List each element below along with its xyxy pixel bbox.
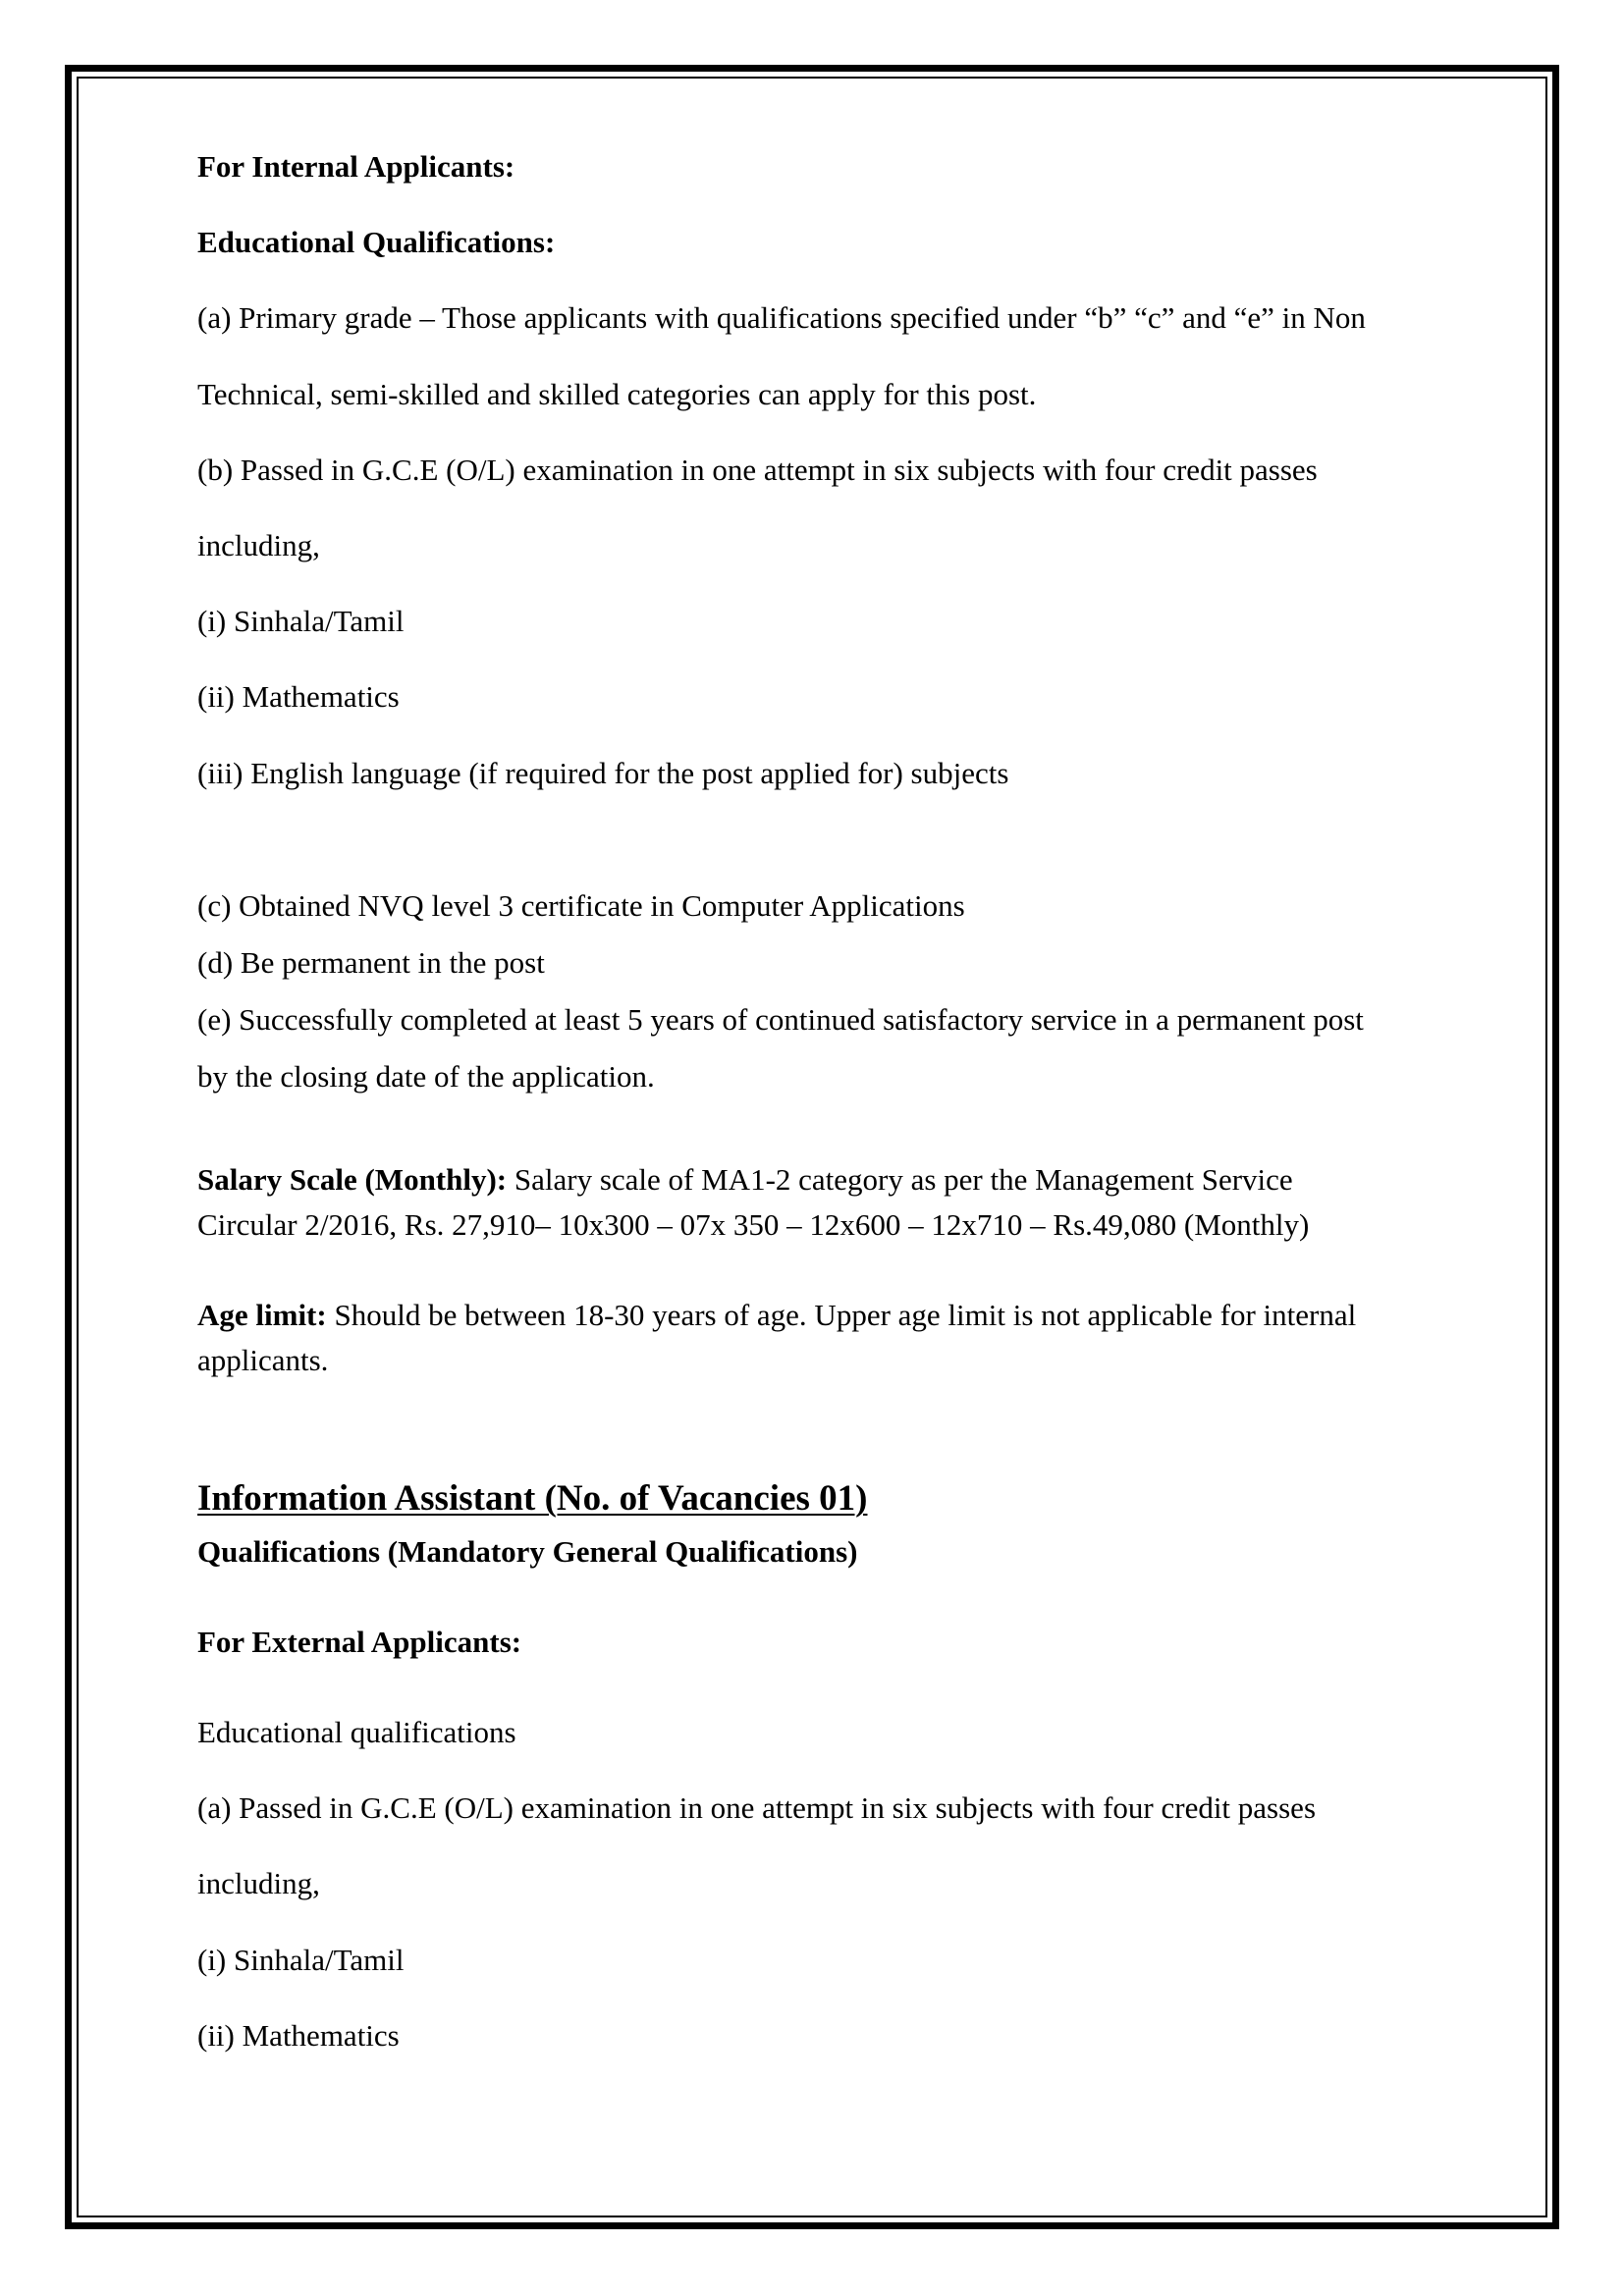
qualification-d: (d) Be permanent in the post	[197, 945, 545, 980]
qualification-c: (c) Obtained NVQ level 3 certificate in Computer Applications	[197, 888, 965, 923]
qualification-a-line2: Technical, semi-skilled and skilled categories can apply for this post.	[197, 377, 1037, 411]
subject-mathematics: (ii) Mathematics	[197, 679, 400, 714]
qualification-a-line1: (a) Primary grade – Those applicants with qualifications specified under “b” “c” and “e” in Non	[197, 300, 1366, 335]
external-qualification-a-line2: including,	[197, 1866, 320, 1900]
age-limit-line2: applicants.	[197, 1343, 329, 1377]
internal-applicants-heading: For Internal Applicants:	[197, 149, 515, 184]
qualification-e-line1: (e) Successfully completed at least 5 years of continued satisfactory service in a permanent post	[197, 1002, 1364, 1037]
external-applicants-heading: For External Applicants:	[197, 1625, 522, 1659]
information-assistant-title: Information Assistant (No. of Vacancies 01)	[197, 1478, 868, 1519]
external-subject-sinhala-tamil: (i) Sinhala/Tamil	[197, 1943, 405, 1977]
qualification-b-line2: including,	[197, 528, 320, 562]
educational-qualifications-heading: Educational Qualifications:	[197, 225, 556, 259]
salary-scale-label: Salary Scale (Monthly):	[197, 1162, 508, 1197]
age-limit-line1	[197, 1298, 1356, 1333]
qualification-b-line1: (b) Passed in G.C.E (O/L) examination in one attempt in six subjects with four credit passes	[197, 453, 1318, 487]
salary-scale-line2: Circular 2/2016, Rs. 27,910– 10x300 – 07x 350 – 12x600 – 12x710 – Rs.49,080 (Monthly)	[197, 1207, 1310, 1242]
mandatory-qualifications-subtitle: Qualifications (Mandatory General Qualifications)	[197, 1534, 858, 1569]
subject-english: (iii) English language (if required for the post applied for) subjects	[197, 756, 1009, 790]
salary-scale-text: Salary scale of MA1-2 category as per the Management Service	[507, 1162, 1293, 1197]
external-subject-mathematics: (ii) Mathematics	[197, 2018, 400, 2053]
external-qualification-a-line1: (a) Passed in G.C.E (O/L) examination in one attempt in six subjects with four credit passes	[197, 1790, 1317, 1825]
age-limit-text: Should be between 18-30 years of age. Upper age limit is not applicable for internal	[326, 1298, 1357, 1332]
qualification-e-line2: by the closing date of the application.	[197, 1059, 655, 1094]
subject-sinhala-tamil: (i) Sinhala/Tamil	[197, 604, 405, 638]
salary-scale-line1	[197, 1162, 1293, 1198]
educational-qualifications-label: Educational qualifications	[197, 1715, 516, 1749]
age-limit-label: Age limit:	[197, 1298, 327, 1332]
